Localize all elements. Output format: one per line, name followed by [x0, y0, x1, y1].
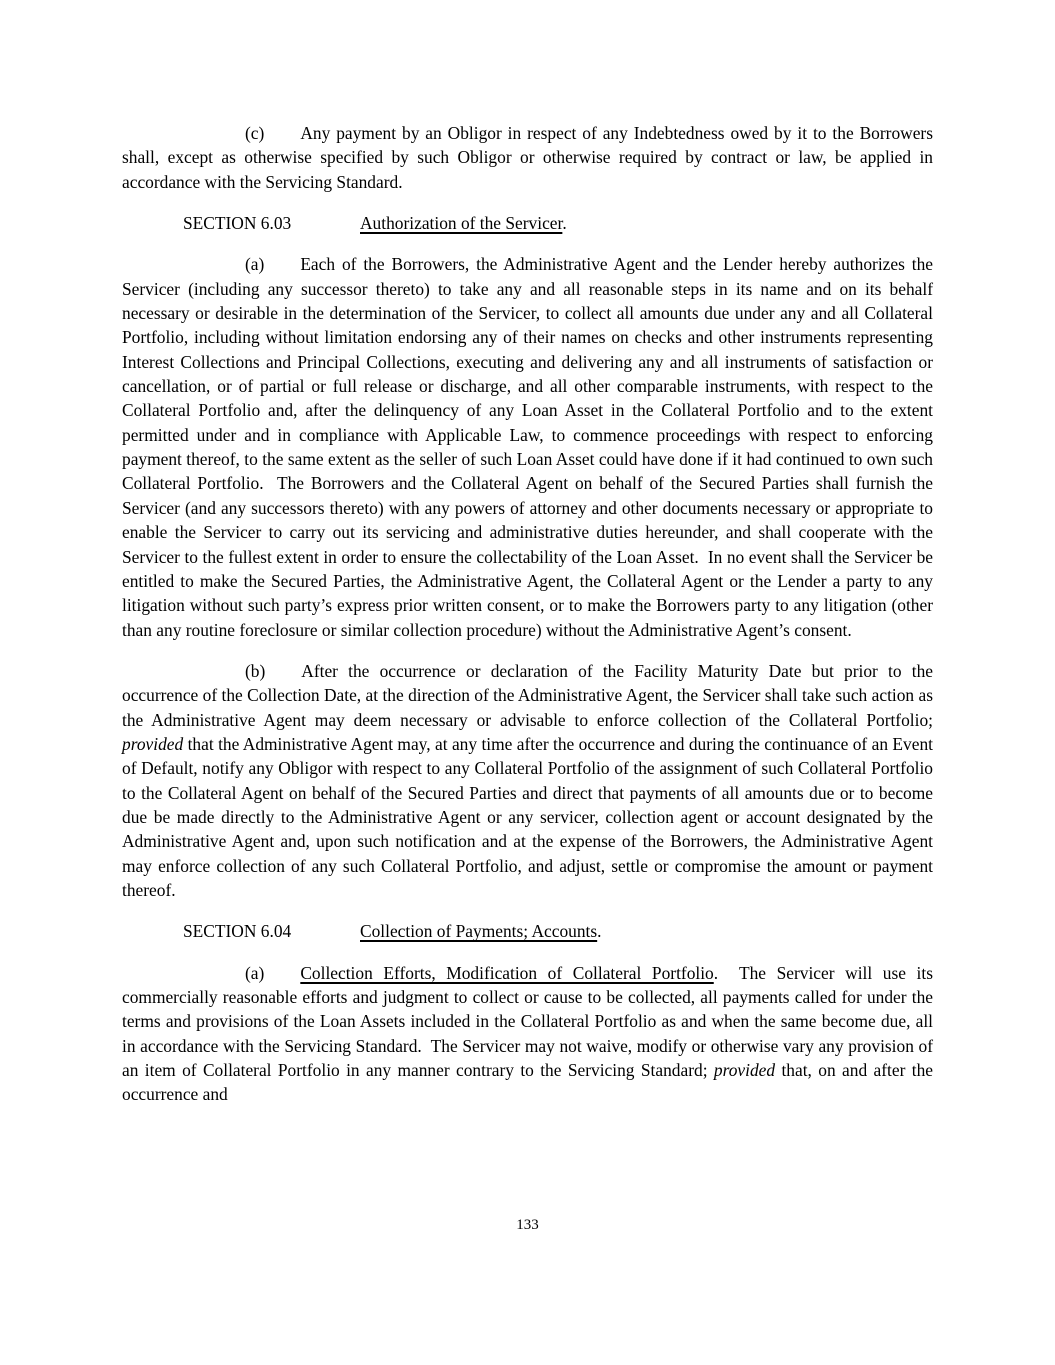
italic-term-provided: provided	[122, 733, 184, 754]
paragraph-text: that the Administrative Agent may, at any time after the occurrence and during the continuance of an Event of Default, notify any Obligor with respect to any Collateral Portfolio of the assignment of such Collateral Portfolio to the Collateral Agent on behalf of the Secured Parties and direct that payments of all amounts due or to become due be made directly to the Administrative Agent or any servicer, collection agent or account designated by the Administrative Agent and, upon such notification and at the expense of the Borrowers, the Administrative Agent may enforce collection of any such Collateral Portfolio, and adjust, settle or compromise the amount or payment thereof.	[122, 733, 933, 900]
section-number: SECTION 6.03	[183, 213, 292, 234]
section-title: Authorization of the Servicer	[360, 213, 563, 234]
paragraph-text: After the occurrence or declaration of the Facility Maturity Date but prior to the occurrence of the Collection Date, at the direction of the Administrative Agent, the Servicer shall take such action as the Administrative Agent may deem necessary or advisable to enforce collection of the Collateral Portfolio;	[122, 660, 933, 730]
paragraph-text: Each of the Borrowers, the Administrative Agent and the Lender hereby authorizes the Servicer (including any successor thereto) to take any and all reasonable steps in its name and on its behalf necessary or desirable in the determination of the Servicer, to collect all amounts due under any and all Collateral Portfolio, including without limitation endorsing any of their names on checks and other instruments representing Interest Collections and Principal Collections, executing and delivering any and all instruments of satisfaction or cancellation, or of partial or full release or discharge, and all other comparable instruments, with respect to the Collateral Portfolio and, after the delinquency of any Loan Asset in the Collateral Portfolio and to the extent permitted under and in compliance with Applicable Law, to commence proceedings with respect to enforcing payment thereof, to the same extent as the seller of such Loan Asset could have done if it had continued to own such Collateral Portfolio. The Borrowers and the Collateral Agent on behalf of the Secured Parties shall furnish the Servicer (and any successors thereto) with any powers of attorney and other documents necessary or appropriate to enable the Servicer to carry out its servicing and administrative duties hereunder, and shall cooperate with the Servicer to the fullest extent in order to ensure the collectability of the Loan Asset. In no event shall the Servicer be entitled to make the Secured Parties, the Administrative Agent, the Collateral Agent or the Lender a party to any litigation without such party’s express prior written consent, or to make the Borrowers party to any litigation (other than any routine foreclosure or similar collection procedure) without the Administrative Agent’s consent.	[122, 254, 933, 640]
paragraph-c	[122, 121, 933, 194]
paragraph-text: Any payment by an Obligor in respect of any Indebtedness owed by it to the Borrowers shall, except as otherwise specified by such Obligor or otherwise required by contract or law, be applied in accordance with the Servicing Standard.	[122, 123, 933, 192]
section-heading-6-04	[122, 919, 933, 943]
italic-term-provided: provided	[713, 1060, 776, 1081]
paragraph-a-6-03	[122, 252, 933, 642]
paragraph-label: (b)	[245, 660, 266, 681]
paragraph-text: . The Servicer will use its commercially reasonable efforts and judgment to collect or cause to be collected, all payments called for under the terms and provisions of the Loan Assets included in the Collateral Portfolio as and when the same become due, all in accordance with the Servicing Standard. The Servicer may not waive, modify or otherwise vary any provision of an item of Collateral Portfolio in any manner contrary to the Servicing Standard;	[122, 962, 933, 1081]
paragraph-a-6-04	[122, 961, 933, 1107]
paragraph-label: (a)	[245, 254, 265, 275]
page-number: 133	[516, 1217, 539, 1233]
paragraph-text: that, on and after the occurrence and	[122, 1060, 933, 1105]
section-heading-6-03	[122, 211, 933, 235]
paragraph-label: (a)	[245, 962, 265, 983]
section-title-period: .	[562, 213, 567, 234]
clause-title: Collection Efforts, Modification of Collateral Portfolio	[300, 962, 714, 983]
section-title-period: .	[597, 921, 602, 942]
section-number: SECTION 6.04	[183, 921, 292, 942]
section-title: Collection of Payments; Accounts	[360, 921, 598, 942]
paragraph-b-6-03	[122, 659, 933, 902]
document-content	[122, 121, 933, 1124]
paragraph-label: (c)	[245, 123, 265, 143]
